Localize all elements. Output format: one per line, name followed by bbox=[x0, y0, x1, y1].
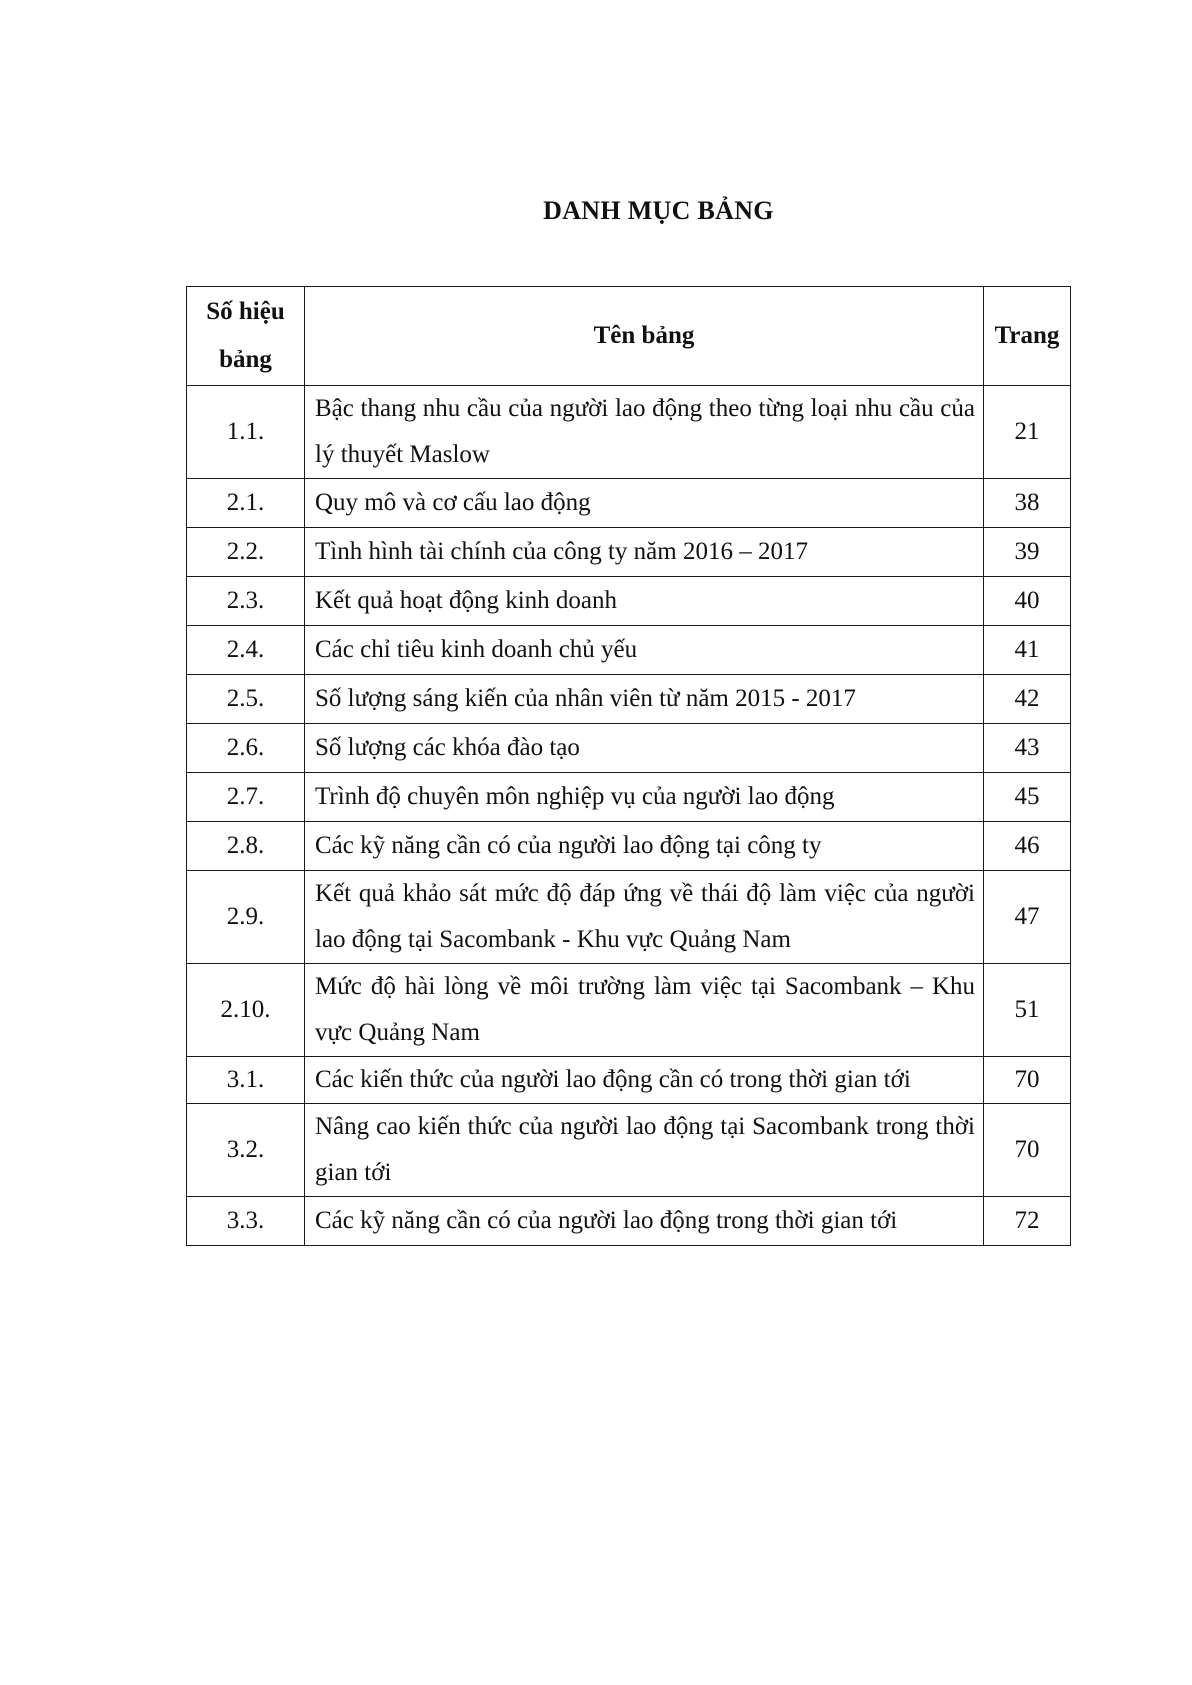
header-page: Trang bbox=[984, 287, 1071, 386]
row-name: Kết quả khảo sát mức độ đáp ứng về thái độ làm việc của người lao động tại Sacombank - Khu vực Quảng Nam bbox=[305, 871, 984, 964]
table-row bbox=[187, 1197, 1071, 1246]
row-number: 2.9. bbox=[187, 871, 305, 964]
table-row bbox=[187, 675, 1071, 724]
row-number: 2.3. bbox=[187, 577, 305, 626]
row-page: 46 bbox=[984, 822, 1071, 871]
row-name: Bậc thang nhu cầu của người lao động theo từng loại nhu cầu của lý thuyết Maslow bbox=[305, 386, 984, 479]
table-row bbox=[187, 479, 1071, 528]
table-row bbox=[187, 1057, 1071, 1104]
row-page: 40 bbox=[984, 577, 1071, 626]
row-page: 42 bbox=[984, 675, 1071, 724]
row-page: 70 bbox=[984, 1104, 1071, 1197]
row-name: Số lượng sáng kiến của nhân viên từ năm 2015 - 2017 bbox=[305, 675, 984, 724]
table-header-row bbox=[187, 287, 1071, 386]
row-number: 2.8. bbox=[187, 822, 305, 871]
row-name: Các kỹ năng cần có của người lao động trong thời gian tới bbox=[305, 1197, 984, 1246]
row-page: 47 bbox=[984, 871, 1071, 964]
row-page: 70 bbox=[984, 1057, 1071, 1104]
row-number: 2.7. bbox=[187, 773, 305, 822]
row-number: 2.1. bbox=[187, 479, 305, 528]
table-row bbox=[187, 822, 1071, 871]
row-number: 2.2. bbox=[187, 528, 305, 577]
row-name: Các kỹ năng cần có của người lao động tại công ty bbox=[305, 822, 984, 871]
row-number: 2.6. bbox=[187, 724, 305, 773]
row-number: 3.2. bbox=[187, 1104, 305, 1197]
row-page: 72 bbox=[984, 1197, 1071, 1246]
row-name: Tình hình tài chính của công ty năm 2016 – 2017 bbox=[305, 528, 984, 577]
row-page: 38 bbox=[984, 479, 1071, 528]
row-number: 2.10. bbox=[187, 964, 305, 1057]
row-number: 3.1. bbox=[187, 1057, 305, 1104]
table-row bbox=[187, 626, 1071, 675]
row-number: 2.5. bbox=[187, 675, 305, 724]
header-name: Tên bảng bbox=[305, 287, 984, 386]
row-name: Nâng cao kiến thức của người lao động tại Sacombank trong thời gian tới bbox=[305, 1104, 984, 1197]
table-row bbox=[187, 577, 1071, 626]
table-row bbox=[187, 528, 1071, 577]
table-row bbox=[187, 871, 1071, 964]
table-row bbox=[187, 724, 1071, 773]
row-page: 21 bbox=[984, 386, 1071, 479]
table-row bbox=[187, 773, 1071, 822]
row-name: Trình độ chuyên môn nghiệp vụ của người lao động bbox=[305, 773, 984, 822]
row-page: 41 bbox=[984, 626, 1071, 675]
row-name: Kết quả hoạt động kinh doanh bbox=[305, 577, 984, 626]
row-number: 1.1. bbox=[187, 386, 305, 479]
row-page: 39 bbox=[984, 528, 1071, 577]
row-number: 3.3. bbox=[187, 1197, 305, 1246]
row-name: Quy mô và cơ cấu lao động bbox=[305, 479, 984, 528]
row-name: Mức độ hài lòng về môi trường làm việc tại Sacombank – Khu vực Quảng Nam bbox=[305, 964, 984, 1057]
header-number: Số hiệu bảng bbox=[187, 287, 305, 386]
row-name: Số lượng các khóa đào tạo bbox=[305, 724, 984, 773]
row-page: 43 bbox=[984, 724, 1071, 773]
row-name: Các kiến thức của người lao động cần có trong thời gian tới bbox=[305, 1057, 984, 1104]
page-title: DANH MỤC BẢNG bbox=[543, 196, 774, 225]
table-row bbox=[187, 386, 1071, 479]
row-number: 2.4. bbox=[187, 626, 305, 675]
table-of-tables bbox=[186, 286, 1071, 1246]
row-page: 45 bbox=[984, 773, 1071, 822]
row-name: Các chỉ tiêu kinh doanh chủ yếu bbox=[305, 626, 984, 675]
table-row bbox=[187, 1104, 1071, 1197]
row-page: 51 bbox=[984, 964, 1071, 1057]
table-row bbox=[187, 964, 1071, 1057]
